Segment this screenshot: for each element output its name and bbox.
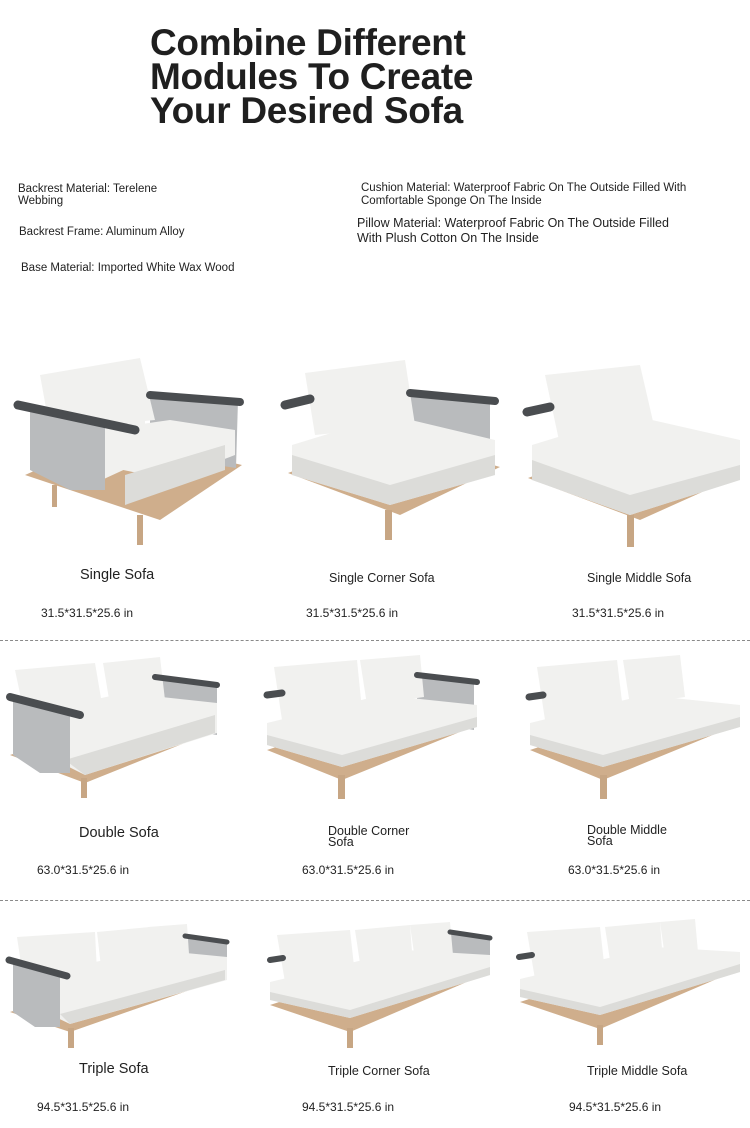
- sofa-dimensions: 63.0*31.5*25.6 in: [37, 863, 130, 877]
- triple-corner-sofa-image: [265, 920, 495, 1050]
- sofa-name: Triple Corner Sofa: [328, 1064, 430, 1078]
- sofa-dimensions: 31.5*31.5*25.6 in: [41, 606, 134, 620]
- double-corner-sofa-image: [262, 655, 482, 803]
- sofa-name: Triple Sofa: [79, 1061, 149, 1077]
- sofa-name: Double Corner Sofa: [328, 824, 410, 849]
- title-line-1: Combine Different: [150, 22, 466, 63]
- sofa-name: Single Middle Sofa: [587, 571, 692, 585]
- triple-middle-sofa-image: [515, 917, 743, 1047]
- title-line-3: Your Desired Sofa: [150, 90, 463, 131]
- title-line-2: Modules To Create: [150, 56, 474, 97]
- sofa-name: Double Middle Sofa: [587, 823, 667, 848]
- sofa-name: Single Sofa: [80, 567, 155, 583]
- sofa-dimensions: 31.5*31.5*25.6 in: [306, 606, 399, 620]
- sofa-name: Double Sofa: [79, 825, 159, 841]
- sofa-dimensions: 31.5*31.5*25.6 in: [572, 606, 665, 620]
- sofa-dimensions: 63.0*31.5*25.6 in: [568, 863, 661, 877]
- double-middle-sofa-image: [525, 655, 743, 803]
- sofa-dimensions: 94.5*31.5*25.6 in: [569, 1100, 662, 1114]
- sofa-name: Triple Middle Sofa: [587, 1064, 688, 1078]
- base-material-text: Base Material: Imported White Wax Wood: [21, 262, 235, 274]
- backrest-frame-text: Backrest Frame: Aluminum Alloy: [19, 226, 185, 238]
- single-corner-sofa-image: [280, 355, 505, 545]
- single-sofa-image: [10, 350, 250, 550]
- backrest-material-text: Backrest Material: Terelene Webbing: [18, 183, 158, 207]
- single-middle-sofa-image: [520, 360, 745, 550]
- cushion-material-text: Cushion Material: Waterproof Fabric On The Outside Filled With Comfortable Sponge On The Inside: [361, 182, 687, 207]
- sofa-dimensions: 94.5*31.5*25.6 in: [37, 1100, 130, 1114]
- sofa-dimensions: 94.5*31.5*25.6 in: [302, 1100, 395, 1114]
- pillow-material-text: Pillow Material: Waterproof Fabric On The Outside Filled With Plush Cotton On The Inside: [357, 216, 669, 245]
- page-title: [150, 22, 550, 131]
- triple-sofa-image: [5, 922, 230, 1050]
- section-divider: [0, 640, 750, 641]
- section-divider: [0, 900, 750, 901]
- sofa-name: Single Corner Sofa: [329, 571, 435, 585]
- sofa-dimensions: 63.0*31.5*25.6 in: [302, 863, 395, 877]
- double-sofa-image: [5, 655, 220, 800]
